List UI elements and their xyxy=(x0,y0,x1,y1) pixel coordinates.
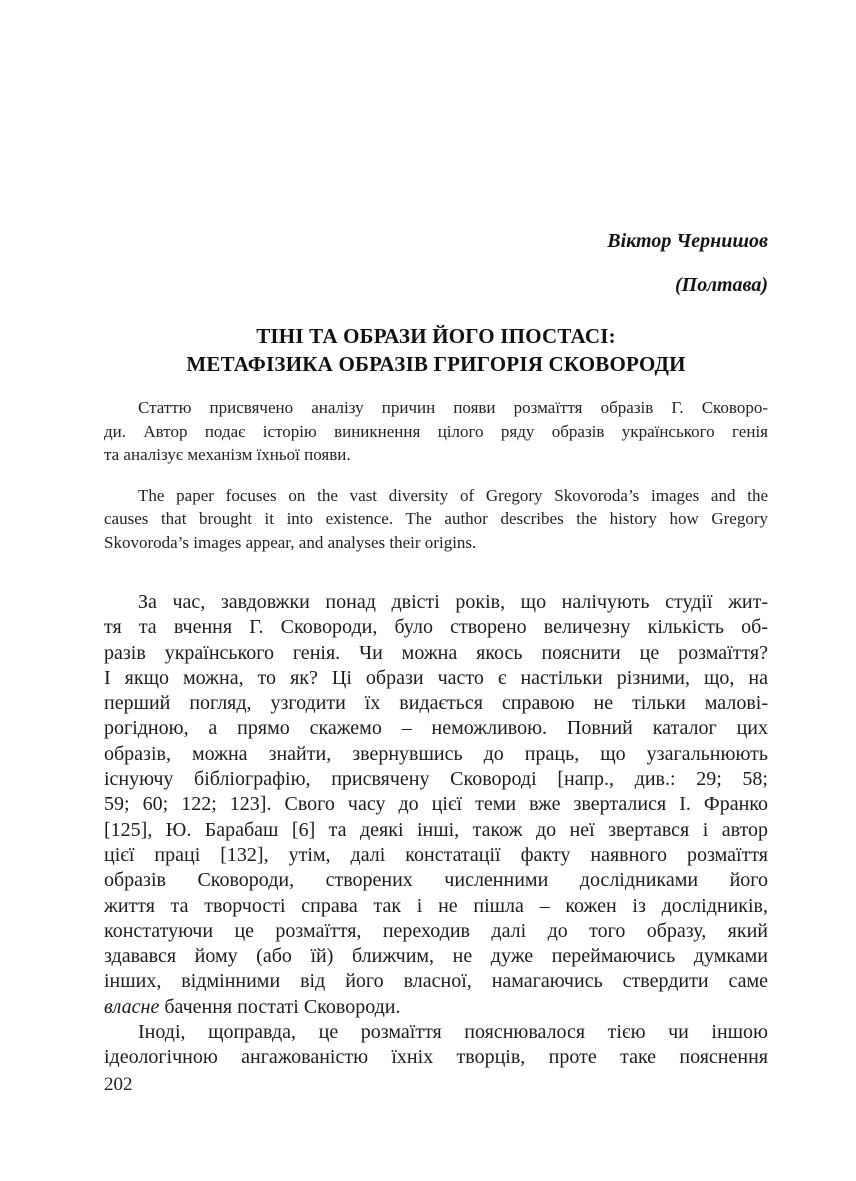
text-line: рогідною, а прямо скажемо – неможливою. Повний каталог цих xyxy=(104,717,768,740)
text-line: інших, відмінними від його власної, намагаючись ствердити саме xyxy=(104,970,768,993)
text-line: існуючу бібліографію, присвячену Сковороді [напр., див.: 29; 58; xyxy=(104,768,768,791)
body-paragraph xyxy=(104,1020,768,1071)
text-line: Статтю присвячено аналізу причин появи розмаїття образів Г. Сковоро- xyxy=(138,398,768,417)
text-line: causes that brought it into existence. The author describes the history how Gregory xyxy=(104,509,768,528)
text-line: цієї праці [132], утім, далі констатації факту наявного розмаїття xyxy=(104,843,768,866)
abstract-english xyxy=(104,484,768,555)
text-line: образів Сковороди, створених численними дослідниками його xyxy=(104,869,768,892)
text-line: ди. Автор подає історію виникнення цілого ряду образів українського генія xyxy=(104,421,768,441)
text-line: І якщо можна, то як? Ці образи часто є настільки різними, що, на xyxy=(104,666,768,689)
text-line: власне бачення постаті Сковороди. xyxy=(104,995,401,1018)
text-line: За час, завдовжки понад двісті років, що налічують студії жит- xyxy=(138,591,768,613)
abstract-ukrainian xyxy=(104,396,768,467)
article-body xyxy=(104,590,768,1071)
text-line: The paper focuses on the vast diversity of Gregory Skovoroda’s images and the xyxy=(138,485,768,505)
text-line: 59; 60; 122; 123]. Свого часу до цієї теми вже зверталися І. Франко xyxy=(104,793,768,816)
text-line: Іноді, щоправда, це розмаїття пояснювалося тією чи іншою xyxy=(138,1021,768,1044)
text-line: констатуючи це розмаїття, переходив далі до того образу, який xyxy=(104,919,768,942)
article-title xyxy=(104,322,768,378)
text-line: тя та вчення Г. Сковороди, було створено величезну кількість об- xyxy=(104,616,768,639)
article-title-line1: ТІНІ ТА ОБРАЗИ ЙОГО ІПОСТАСІ: xyxy=(256,324,616,348)
text-line: Skovoroda’s images appear, and analyses their origins. xyxy=(104,532,477,552)
page-number: 202 xyxy=(104,1074,133,1095)
body-paragraph xyxy=(104,590,768,1020)
text-line: здавався йому (або їй) ближчим, не дуже переймаючись думками xyxy=(104,945,768,968)
text-line: разів українського генія. Чи можна якось пояснити це розмаїття? xyxy=(104,641,768,664)
text-line: та аналізує механізм їхньої появи. xyxy=(104,445,351,464)
text-line: перший погляд, узгодити їх видається справою не тільки малові- xyxy=(104,692,768,715)
text-line: [125], Ю. Барабаш [6] та деякі інші, також до неї звертався і автор xyxy=(104,818,768,841)
author-name: Віктор Чернишов xyxy=(607,230,768,252)
text-line: життя та творчості справа так і не пішла – кожен із дослідників, xyxy=(104,894,768,917)
text-column xyxy=(104,0,768,1071)
article-title-line2: МЕТАФІЗИКА ОБРАЗІВ ГРИГОРІЯ СКОВОРОДИ xyxy=(186,352,686,376)
text-line: ідеологічною ангажованістю їхніх творців, проте таке пояснення xyxy=(104,1046,768,1069)
author-location: (Полтава) xyxy=(675,274,768,296)
text-line: образів, можна знайти, звернувшись до праць, що узагальнюють xyxy=(104,742,768,765)
